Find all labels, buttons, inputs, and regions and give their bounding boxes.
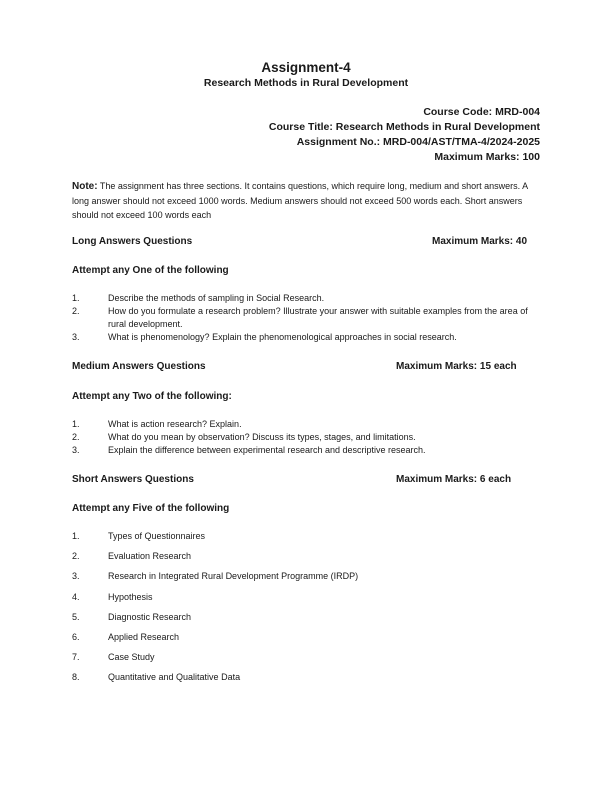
section-instruction: Attempt any One of the following bbox=[72, 265, 229, 276]
item-number: 6. bbox=[72, 632, 80, 643]
list-item bbox=[72, 431, 542, 444]
item-text: What is phenomenology? Explain the phenomenological approaches in social research. bbox=[108, 332, 457, 342]
item-number: 5. bbox=[72, 611, 80, 622]
list-item bbox=[72, 526, 542, 546]
section-title: Short Answers Questions bbox=[72, 474, 194, 485]
list-item bbox=[72, 587, 542, 607]
item-text: Describe the methods of sampling in Social Research. bbox=[108, 293, 325, 303]
item-number: 1. bbox=[72, 531, 80, 541]
section-marks: Maximum Marks: 15 each bbox=[396, 361, 517, 372]
section-marks: Maximum Marks: 6 each bbox=[396, 474, 512, 485]
item-text: How do you formulate a research problem? Illustrate your answer with suitable examples from the area of rural development. bbox=[108, 306, 528, 329]
list-item bbox=[72, 418, 542, 431]
list-item bbox=[72, 566, 542, 586]
item-number: 1. bbox=[72, 419, 80, 429]
item-number: 4. bbox=[72, 591, 80, 602]
note-text: The assignment has three sections. It contains questions, which require long, medium and short answers. A long answer should not exceed 1000 words. Medium answers should not exceed 500 words each. Short answers should not exceed 100 words each bbox=[72, 181, 528, 220]
item-text: Research in Integrated Rural Development Programme (IRDP) bbox=[108, 571, 359, 582]
item-text: Explain the difference between experimental research and descriptive research. bbox=[108, 445, 426, 455]
section-header-long bbox=[72, 236, 542, 247]
short-question-list bbox=[72, 526, 542, 688]
item-number: 3. bbox=[72, 332, 80, 342]
item-number: 3. bbox=[72, 571, 80, 582]
list-item bbox=[72, 667, 542, 687]
document-subtitle: Research Methods in Rural Development bbox=[203, 77, 409, 89]
list-item bbox=[72, 305, 542, 331]
item-text: What is action research? Explain. bbox=[108, 419, 242, 429]
assignment-number: Assignment No.: MRD-004/AST/TMA-4/2024-2025 bbox=[296, 136, 540, 148]
list-item bbox=[72, 546, 542, 566]
note-label: Note: bbox=[72, 181, 98, 192]
item-text: Evaluation Research bbox=[108, 551, 192, 562]
document-title: Assignment-4 bbox=[261, 60, 351, 75]
medium-question-list bbox=[72, 418, 542, 457]
list-item bbox=[72, 627, 542, 647]
list-item bbox=[72, 444, 542, 457]
section-marks: Maximum Marks: 40 bbox=[432, 236, 528, 247]
item-text: Applied Research bbox=[108, 632, 180, 643]
section-instruction: Attempt any Two of the following: bbox=[72, 391, 232, 402]
course-code: Course Code: MRD-004 bbox=[423, 106, 540, 118]
item-text: Hypothesis bbox=[108, 591, 153, 602]
item-text: Diagnostic Research bbox=[108, 611, 192, 622]
item-text: Case Study bbox=[108, 652, 155, 663]
section-title: Long Answers Questions bbox=[72, 236, 193, 247]
note-paragraph bbox=[72, 179, 542, 222]
item-number: 3. bbox=[72, 445, 80, 455]
item-text: Types of Questionnaires bbox=[108, 531, 206, 541]
item-number: 1. bbox=[72, 293, 80, 303]
section-title: Medium Answers Questions bbox=[72, 361, 206, 372]
course-meta bbox=[269, 105, 540, 165]
item-text: Quantitative and Qualitative Data bbox=[108, 672, 241, 683]
item-number: 7. bbox=[72, 652, 80, 663]
maximum-marks: Maximum Marks: 100 bbox=[434, 151, 540, 163]
item-number: 2. bbox=[72, 551, 80, 562]
list-item bbox=[72, 292, 542, 305]
item-text: What do you mean by observation? Discuss its types, stages, and limitations. bbox=[108, 432, 416, 442]
section-header-medium bbox=[72, 361, 542, 372]
list-item bbox=[72, 647, 542, 667]
item-number: 2. bbox=[72, 306, 80, 316]
section-instruction: Attempt any Five of the following bbox=[72, 503, 230, 514]
long-question-list bbox=[72, 292, 542, 344]
section-header-short bbox=[72, 474, 542, 485]
course-title: Course Title: Research Methods in Rural Development bbox=[268, 121, 540, 133]
list-item bbox=[72, 607, 542, 627]
list-item bbox=[72, 331, 542, 344]
item-number: 2. bbox=[72, 432, 80, 442]
item-number: 8. bbox=[72, 672, 80, 683]
